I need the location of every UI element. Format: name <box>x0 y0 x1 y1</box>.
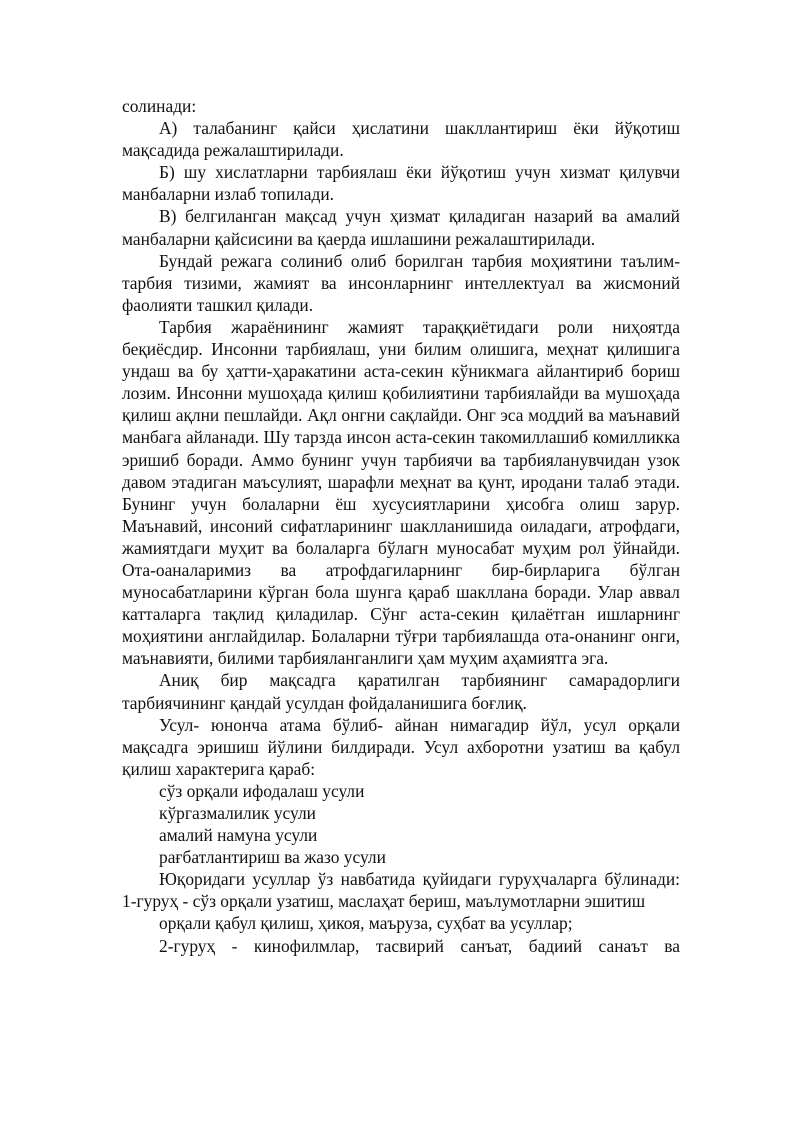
paragraph-10: 2-гуруҳ - кинофилмлар, тасвирий санъат, бадиий санаът ва <box>159 935 680 956</box>
paragraph-8: Юқоридаги усуллар ўз навбатида қуйидаги гуруҳчаларга бўлинади: 1-гуруҳ - сўз орқали узатиш, маслаҳат бериш, маълумотларни эшитиш <box>122 869 680 912</box>
paragraph-6: Аниқ бир мақсадга қаратилган тарбиянинг самарадорлиги тарбиячининг қандай усулдан фойдаланишига боғлиқ. <box>122 670 680 713</box>
paragraph-3: В) белгиланган мақсад учун ҳизмат қиладиган назарий ва амалий манбаларни қайсисини ва қаерда ишлашини режалаштирилади. <box>122 206 680 249</box>
paragraph-7: Усул- юнонча атама бўлиб- айнан нимагадир йўл, усул орқали мақсадга эришиш йўлини билдиради. Усул ахборотни узатиш ва қабул қилиш характерига қараб: <box>122 714 680 779</box>
paragraph-0: солинади: <box>122 96 197 116</box>
paragraph-4: Бундай режага солиниб олиб борилган тарбия моҳиятини таълим-тарбия тизими, жамият ва инсонларнинг интеллектуал ва жисмоний фаолияти ташкил қилади. <box>122 250 680 315</box>
paragraph-9: орқали қабул қилиш, ҳикоя, маъруза, суҳбат ва усуллар; <box>159 913 573 934</box>
list-item: рағбатлантириш ва жазо усули <box>159 847 386 868</box>
paragraph-1: А) талабанинг қайси ҳислатини шакллантириш ёки йўқотиш мақсадида режалаштирилади. <box>122 118 680 161</box>
list-item: кўргазмалилик усули <box>159 803 316 823</box>
document-page <box>122 95 680 957</box>
paragraph-5: Тарбия жараёнининг жамият тараққиётидаги роли ниҳоятда беқиёсдир. Инсонни тарбиялаш, уни билим олишига, меҳнат қилишига ундаш ва бу ҳатти-ҳаракатини аста-секин кўникмага айлантириб бориш лозим. Инсонни мушоҳада қилиш қобилиятини тарбиялайди ва мушоҳада қилиш ақлни пешлайди. Ақл онгни сақлайди. Онг эса моддий ва маънавий манбага айланади. Шу тарзда инсон аста-секин такомиллашиб комилликка эришиб боради. Аммо бунинг учун тарбиячи ва тарбияланувчидан узок давом этадиган маъсулият, шарафли меҳнат ва қунт, иродани талаб этади. Бунинг учун болаларни ёш хусусиятларини ҳисобга олиш зарур. Маънавий, инсоний сифатларининг шаклланишида оиладаги, атрофдаги, жамиятдаги муҳит ва болаларга бўлагн муносабат муҳим рол ўйнайди. Ота-оаналаримиз ва атрофдагиларнинг бир-бирларига бўлган муносабатларини кўрган бола шунга қараб шакллана боради. Улар аввал катталарга тақлид қиладилар. Сўнг аста-секин қилаётган ишларнинг моҳиятини англайдилар. Болаларни тўғри тарбиялашда ота-онанинг онги, маънавияти, билими тарбияланганлиги ҳам муҳим аҳамиятга эга. <box>122 316 680 669</box>
list-item: амалий намуна усули <box>159 825 318 846</box>
paragraph-2: Б) шу хислатларни тарбиялаш ёки йўқотиш учун хизмат қилувчи манбаларни излаб топилади. <box>122 162 680 205</box>
list-item: сўз орқали ифодалаш усули <box>159 780 365 801</box>
